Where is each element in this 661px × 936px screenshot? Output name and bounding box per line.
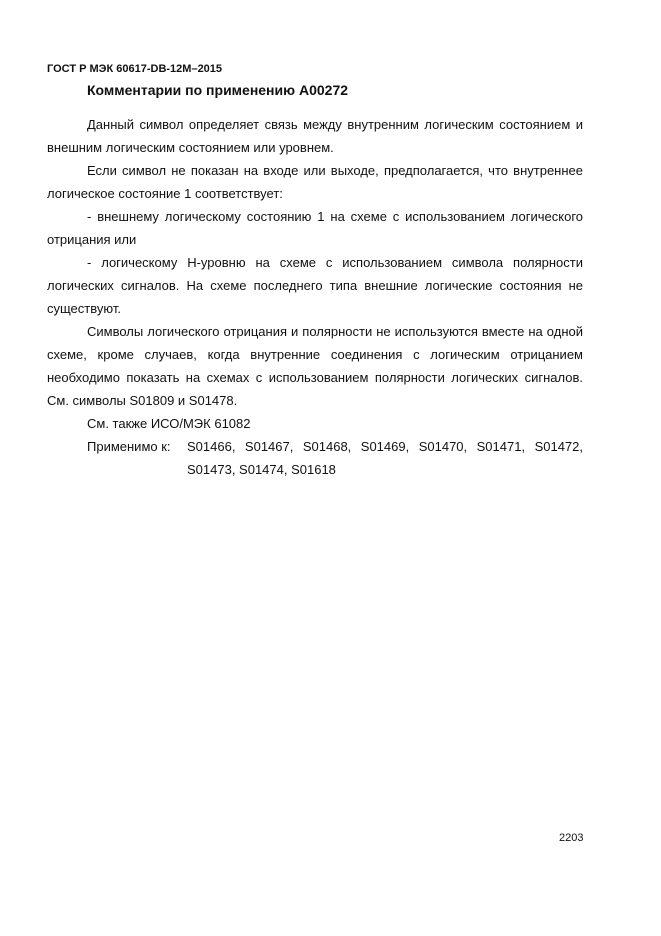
applies-to-label: Применимо к: [87,439,171,454]
page-number: 2203 [559,832,584,844]
paragraph-usage-note: Символы логического отрицания и полярности не используются вместе на одной схеме, кроме случаев, когда внутренние соединения с логическим отрицанием необходимо показать на схемах с использованием полярности логических сигналов. См. символы S01809 и S01478. [47,324,583,408]
paragraph-polarity-item: - логическому Н-уровню на схеме с использованием символа полярности логических сигналов. На схеме последнего типа внешние логические состояния не существуют. [47,255,583,316]
paragraph-see-also: См. также ИСО/МЭК 61082 [87,416,251,431]
section-title: Комментарии по применению A00272 [87,82,349,98]
applies-to-row [47,435,583,481]
standard-header: ГОСТ Р МЭК 60617-DB-12M–2015 [47,63,223,75]
paragraph-definition: Данный символ определяет связь между внутренним логическим состоянием и внешним логическим состоянием или уровнем. [47,117,583,155]
document-body [47,113,583,481]
applies-to-symbols: S01466, S01467, S01468, S01469, S01470, S01471, S01472, S01473, S01474, S01618 [187,439,583,477]
paragraph-default-state: Если символ не показан на входе или выходе, предполагается, что внутреннее логическое состояние 1 соответствует: [47,163,583,201]
paragraph-negation-item: - внешнему логическому состоянию 1 на схеме с использованием логического отрицания или [47,209,583,247]
